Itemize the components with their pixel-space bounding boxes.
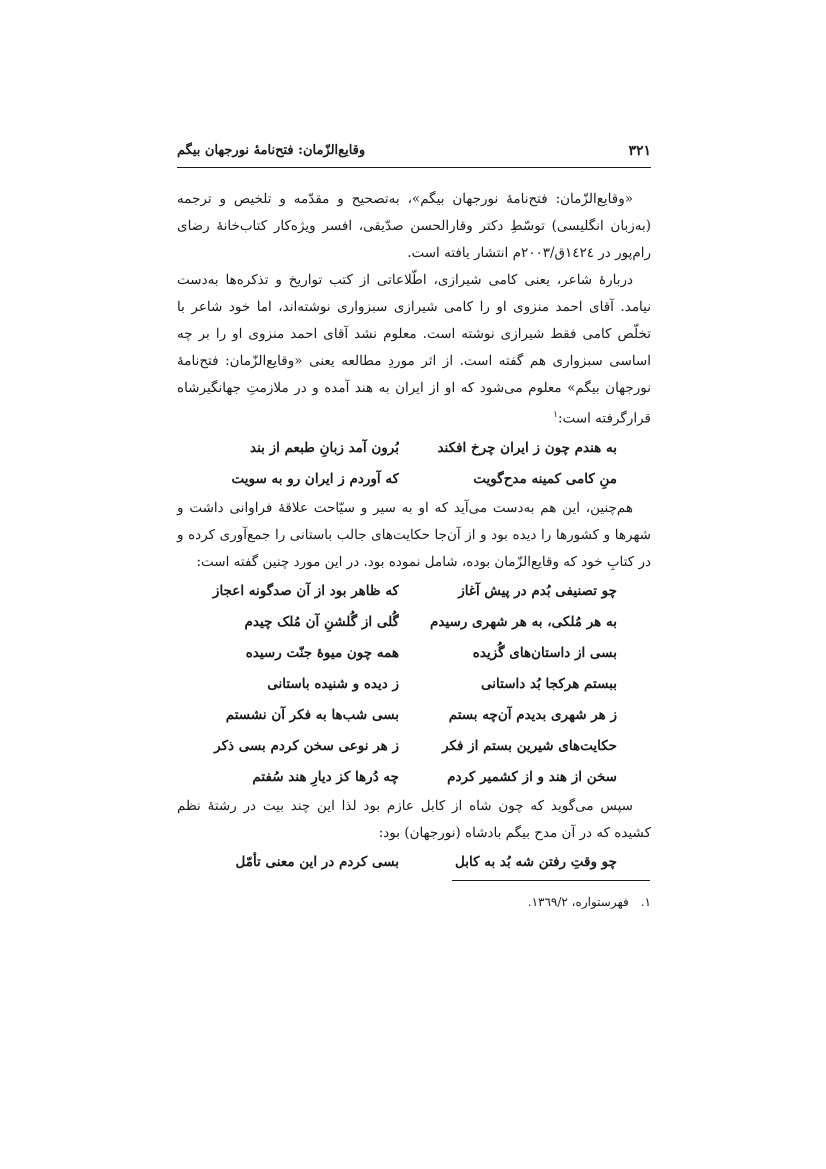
verse-second-hemistich: که ظاهر بود از آن صدگونه اعجاز [212, 582, 399, 599]
verse-first-hemistich: سخن از هند و از کشمیر کردم [447, 768, 617, 785]
verse-line [177, 700, 651, 731]
verse-line [177, 576, 651, 607]
main-text [177, 186, 651, 878]
verse-line [177, 731, 651, 762]
verse-first-hemistich: چو تصنیفی بُدم در پیش آغاز [458, 582, 617, 599]
verse-block-3 [177, 847, 651, 878]
verse-first-hemistich: بسی از داستان‌های گُزیده [472, 644, 617, 661]
verse-second-hemistich: گُلی از گُلشنِ آن مُلک چیدم [244, 613, 399, 630]
verse-second-hemistich: ز دیده و شنیده باستانی [267, 675, 399, 692]
paragraph-4: سپس می‌گوید که چون شاه از کابل عازم بود لذا این چند بیت در رشتهٔ نظم کشیده که در آن مدح بیگم بادشاه (نورجهان) بود: [177, 797, 651, 841]
verse-first-hemistich: به هر مُلکی، به هر شهری رسیدم [430, 613, 617, 630]
verse-second-hemistich: بُرون آمد زبانِ طبعم از بند [249, 439, 399, 456]
footnote-text: فهرستواره، ۱۳٦۹/۲. [527, 895, 629, 909]
verse-first-hemistich: منِ کامی کمینه مدح‌گویت [473, 470, 617, 487]
verse-second-hemistich: همه چون میوهٔ جنّت رسیده [245, 644, 399, 661]
verse-first-hemistich: به هندم چون ز ایران چرخ افکند [437, 439, 617, 456]
paragraph-3: هم‌چنین، این هم به‌دست می‌آید که او به سیر و سیّاحت علاقهٔ فراوانی داشت و شهرها و کشورها را دیده بود و از آن‌جا حکایت‌های جالب باستانی را جمع‌آوری کرده و در کتابِ خود که وقایع‌الزّمان بوده، شامل نموده بود. در این مورد چنین گفته است: [177, 499, 651, 570]
verse-second-hemistich: که آوردم ز ایران رو به سویت [231, 470, 399, 487]
verse-first-hemistich: حکایت‌های شیرین بستم از فکر [442, 737, 617, 754]
page-header [177, 143, 651, 165]
footnote [177, 892, 651, 912]
footnote-number: ۱. [640, 895, 651, 909]
verse-line [177, 669, 651, 700]
page-number: ۳۲۱ [628, 143, 651, 159]
running-title: وقایع‌الزّمان: فتح‌نامهٔ نورجهان بیگم [177, 143, 366, 158]
paragraph-2 [177, 267, 651, 433]
verse-first-hemistich: چو وقتِ رفتن شه بُد به کابل [455, 853, 617, 870]
verse-line [177, 433, 651, 464]
verse-block-1 [177, 433, 651, 495]
verse-first-hemistich: ببستم هرکجا بُد داستانی [481, 675, 617, 692]
footnote-divider [452, 880, 650, 881]
paragraph-1: «وقایع‌الزّمان: فتح‌نامهٔ نورجهان بیگم»، به‌تصحیح و مقدّمه و تلخیص و ترجمه (به‌زبان انگلیسی) توسّطِ دکتر وقارالحسن صدّیقی، افسر ویژه‌کار کتاب‌خانهٔ رضای رام‌پور در ۱٤۲٤ق/۲۰۰۳م انتشار یافته است. [177, 191, 651, 261]
verse-first-hemistich: ز هر شهری بدیدم آن‌چه بستم [448, 706, 617, 723]
paragraph-2-text: دربارهٔ شاعر، یعنی کامی شیرازی، اطّلاعاتی از کتب تواریخ و تذکره‌ها به‌دست نیامد. آقای احمد منزوی او را کامی شیرازی سبزواری نوشته‌اند، اما خود شاعر با تخلّص کامی فقط شیرازی نوشته است. معلوم نشد آقای احمد منزوی او را بر چه اساسی سبزواری هم گفته است. از اثر موردِ مطالعه یعنی «وقایع‌الزّمان: فتح‌نامهٔ نورجهان بیگم» معلوم می‌شود که او از ایران به هند آمده و در ملازمتِ جهانگیرشاه قرارگرفته است: [177, 272, 651, 427]
footnote-marker: ۱ [553, 410, 559, 420]
verse-second-hemistich: بسی شب‌ها به فکر آن نشستم [225, 706, 399, 723]
verse-second-hemistich: ز هر نوعی سخن کردم بسی ذکر [214, 737, 399, 754]
verse-line [177, 847, 651, 878]
verse-block-2 [177, 576, 651, 793]
verse-line [177, 464, 651, 495]
header-divider [177, 167, 651, 168]
verse-line [177, 762, 651, 793]
verse-second-hemistich: چه دُرها کز دیارِ هند سُفتم [252, 768, 399, 785]
verse-second-hemistich: بسی کردم در این معنی تأمّل [235, 853, 399, 870]
verse-line [177, 638, 651, 669]
verse-line [177, 607, 651, 638]
